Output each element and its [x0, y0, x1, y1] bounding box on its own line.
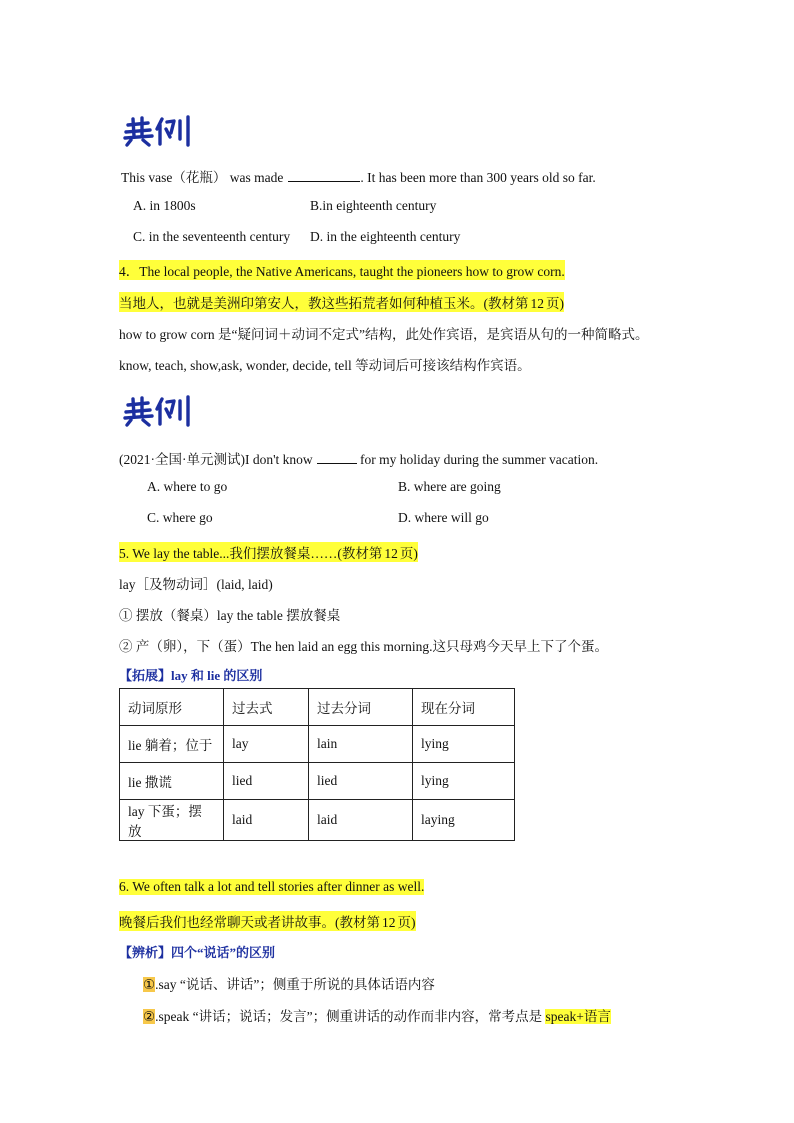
question-part-a: This vase（花瓶） was made	[121, 170, 284, 185]
point5-item-2: ② 产（卵），下（蛋）The hen laid an egg this morning.这只母鸡今天早上下了个蛋。	[119, 639, 608, 654]
point5-title: 5. We lay the table...我们摆放餐桌……(教材第 12 页)	[119, 542, 418, 562]
table-cell: laid	[224, 800, 309, 841]
table-cell: lied	[309, 763, 413, 800]
example-logo	[122, 113, 202, 147]
table-row	[120, 726, 515, 763]
point4-note1: how to grow corn 是“疑问词＋动词不定式”结构，此处作宾语，是宾语从句的一种简略式。	[119, 327, 649, 342]
table-cell: laying	[413, 800, 515, 841]
example-logo	[122, 393, 202, 427]
option-d: D. in the eighteenth century	[310, 229, 461, 244]
example-logo-brush-icon	[122, 393, 202, 427]
table-cell: lying	[413, 763, 515, 800]
answer-blank	[317, 462, 357, 464]
question-text	[121, 166, 596, 186]
option-a: A. in 1800s	[133, 198, 196, 213]
analysis-heading: 【辨析】四个“说话”的区别	[119, 945, 276, 960]
table-header-cell: 动词原形	[120, 689, 224, 726]
table-header-cell: 过去式	[224, 689, 309, 726]
table-header-cell: 现在分词	[413, 689, 515, 726]
option-c: C. where go	[147, 510, 213, 525]
table-cell: lain	[309, 726, 413, 763]
example-logo-brush-icon	[122, 113, 202, 147]
question-part-b: . It has been more than 300 years old so far.	[360, 170, 596, 185]
table-header-cell: 过去分词	[309, 689, 413, 726]
table-cell: lied	[224, 763, 309, 800]
table-header-row	[120, 689, 515, 726]
point6-translation: 晚餐后我们也经常聊天或者讲故事。(教材第 12 页)	[119, 911, 416, 931]
option-c: C. in the seventeenth century	[133, 229, 291, 244]
table-cell: lie 撒谎	[120, 763, 224, 800]
table-cell: lay 下蛋；摆放	[120, 800, 224, 841]
table-cell: lie 躺着；位于	[120, 726, 224, 763]
option-d: D. where will go	[398, 510, 489, 525]
table-cell: lay	[224, 726, 309, 763]
point5-definition: lay［及物动词］(laid, laid)	[119, 577, 273, 592]
point4-translation: 当地人，也就是美洲印第安人，教这些拓荒者如何种植玉米。(教材第 12 页)	[119, 292, 564, 312]
question-text: (2021·全国·单元测试)I don't know for my holiday during the summer vacation.	[119, 452, 599, 467]
table-cell: lying	[413, 726, 515, 763]
point5-item-1: ① 摆放（餐桌）lay the table 摆放餐桌	[119, 608, 341, 623]
lay-lie-table	[119, 688, 515, 841]
point4-title: 4．The local people, the Native Americans, taught the pioneers how to grow corn.	[119, 260, 565, 280]
point6-title: 6. We often talk a lot and tell stories after dinner as well.	[119, 879, 425, 894]
point6-item-1: ①.say “说话、讲话”；侧重于所说的具体话语内容	[143, 977, 435, 992]
point6-item-2: ②.speak “讲话；说话；发言”；侧重讲话的动作而非内容，常考点是 speak+语言	[143, 1009, 611, 1024]
option-a: A. where to go	[147, 479, 228, 494]
option-b: B.in eighteenth century	[310, 198, 437, 213]
option-b: B. where are going	[398, 479, 501, 494]
table-row	[120, 800, 515, 841]
answer-blank	[288, 180, 360, 182]
table-cell: laid	[309, 800, 413, 841]
table-row	[120, 763, 515, 800]
point4-note2: know, teach, show,ask, wonder, decide, tell 等动词后可接该结构作宾语。	[119, 358, 531, 373]
extension-heading: 【拓展】lay 和 lie 的区别	[119, 668, 263, 683]
